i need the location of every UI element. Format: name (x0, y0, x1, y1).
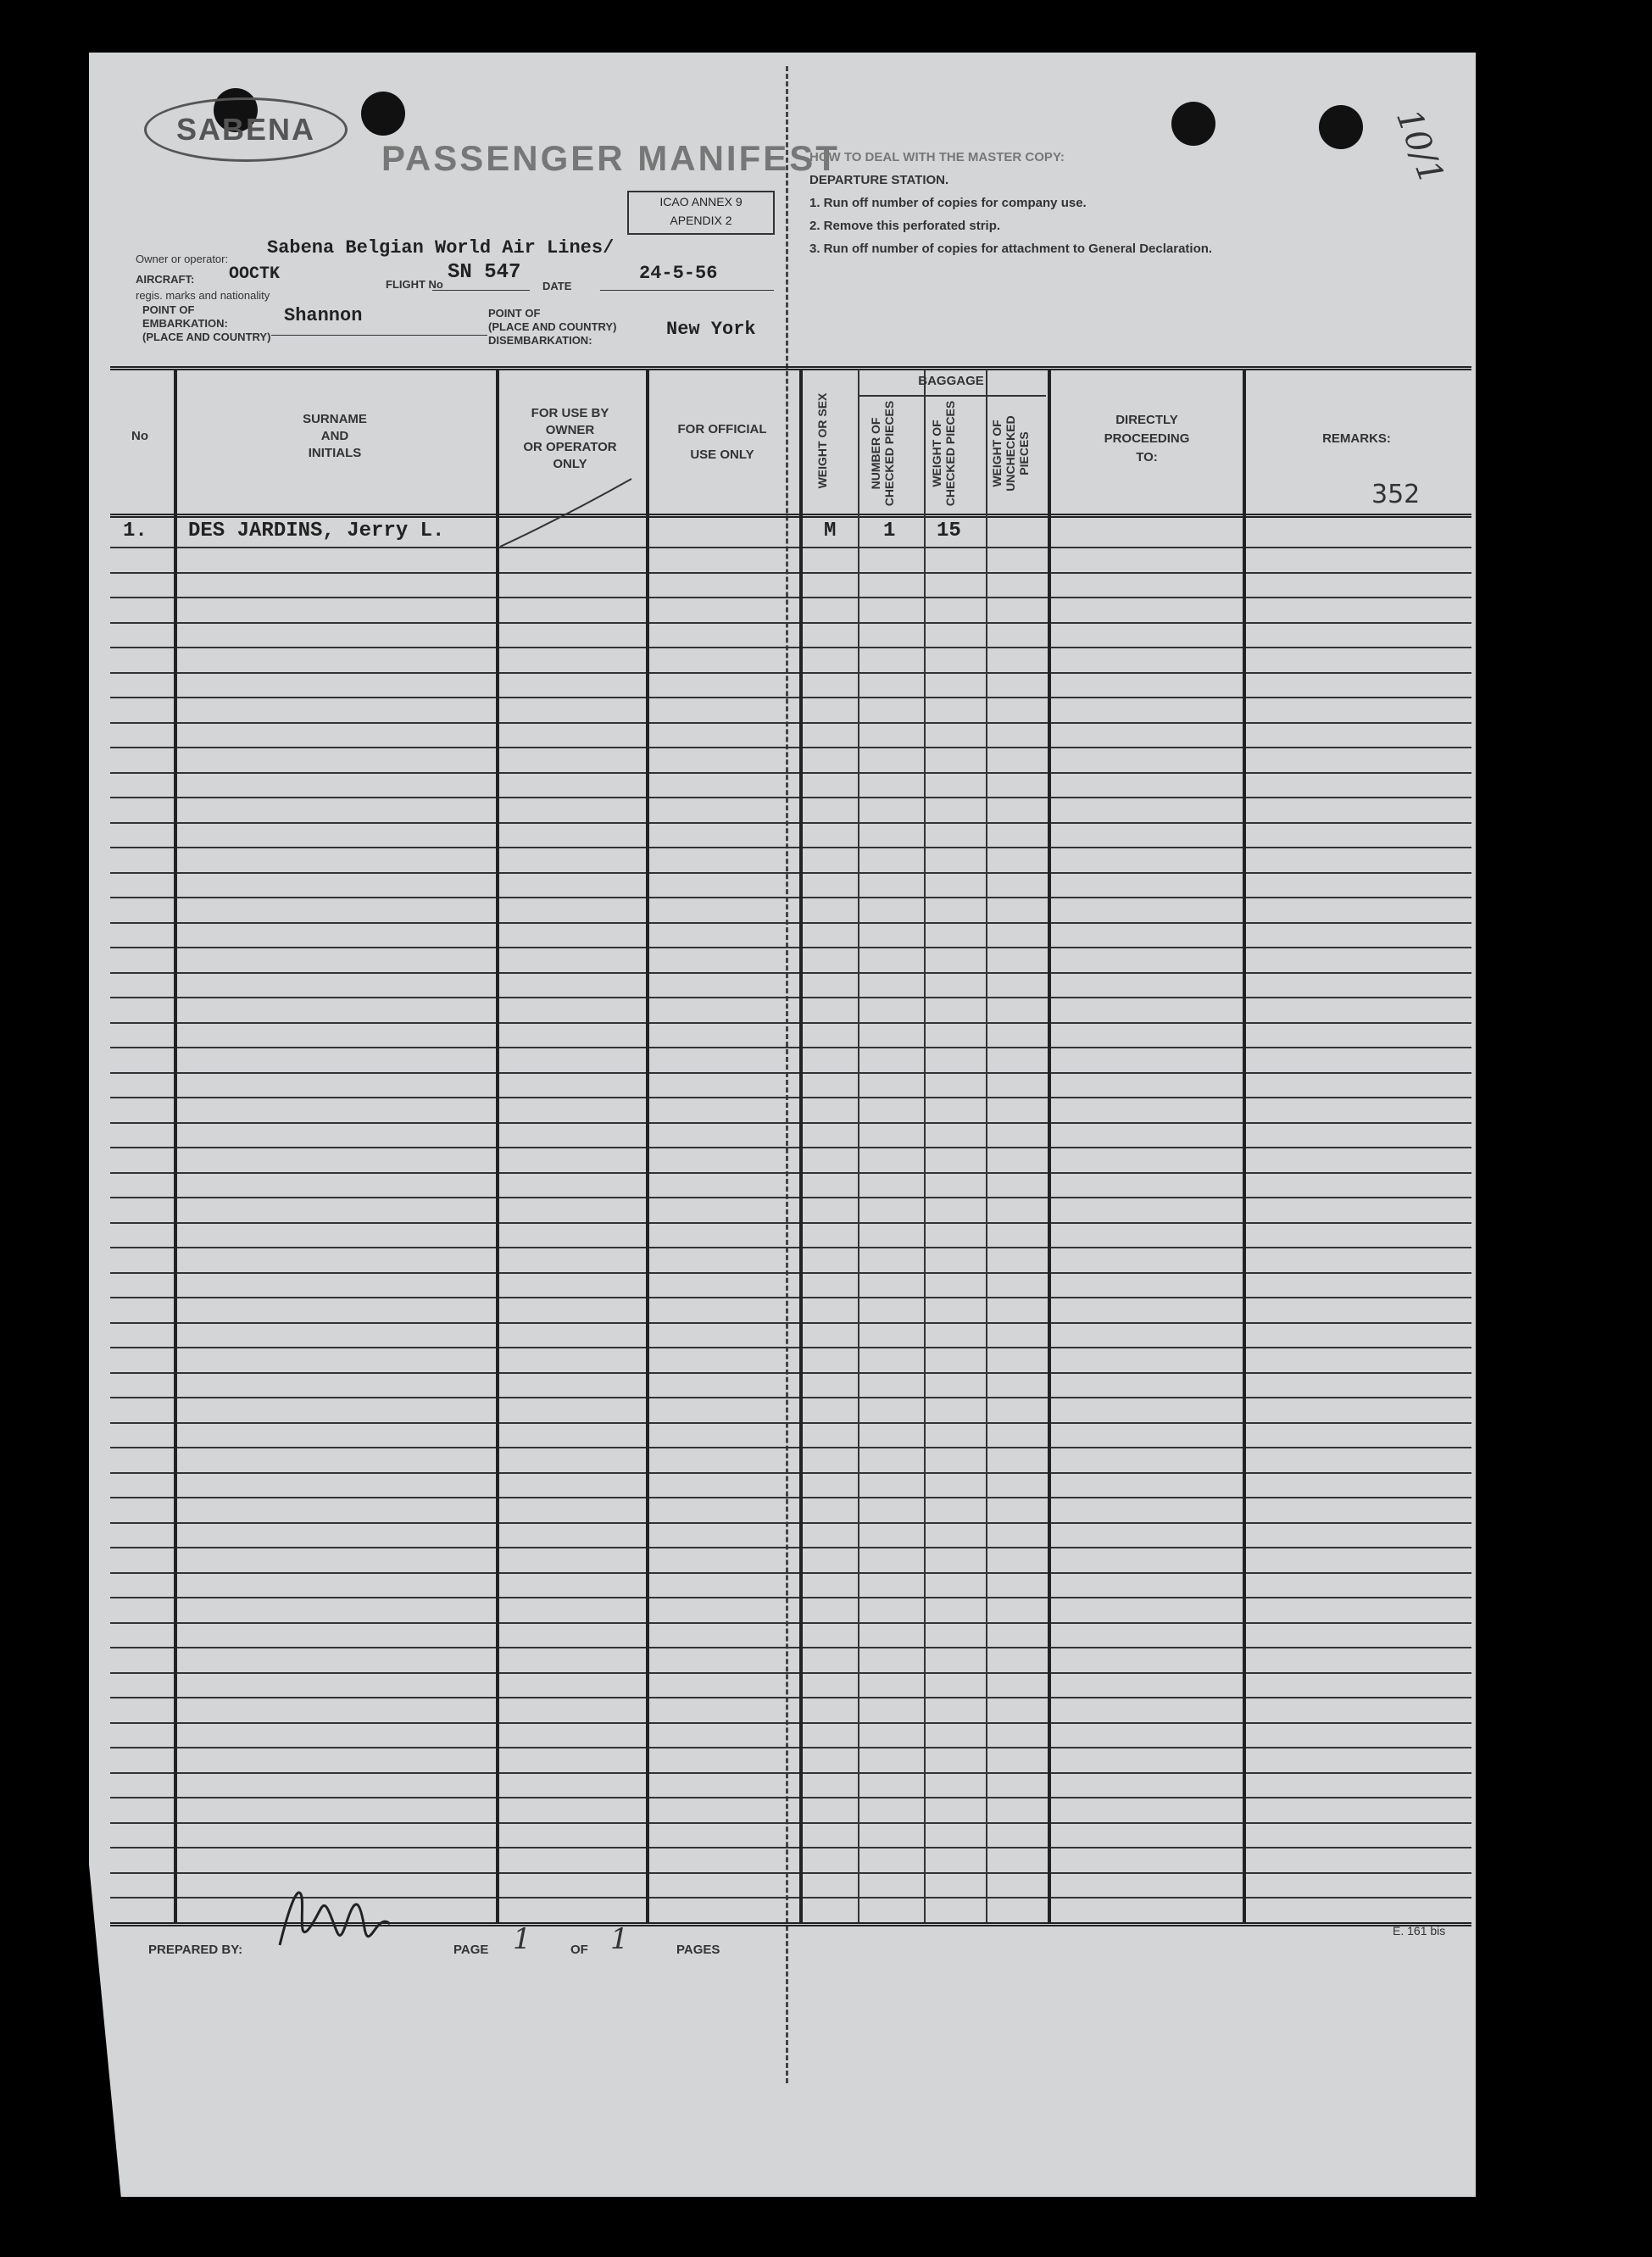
row-rule (110, 1397, 1471, 1398)
row-rule (110, 1347, 1471, 1348)
row-rule (110, 647, 1471, 648)
row-rule (110, 1222, 1471, 1224)
row-rule (110, 1522, 1471, 1524)
row-rule (110, 1372, 1471, 1374)
embarkation-label-3: (PLACE AND COUNTRY) (142, 331, 271, 343)
col-proceeding-line2: PROCEEDING (1104, 431, 1190, 446)
col-owner-line4: ONLY (553, 457, 587, 471)
row-rule (110, 1097, 1471, 1098)
table-top-rule (110, 366, 1471, 370)
form-code: E. 161 bis (1393, 1924, 1446, 1937)
col-proceeding-line1: DIRECTLY (1115, 413, 1178, 427)
sabena-logo: SABENA (144, 97, 348, 162)
embarkation-label (142, 303, 270, 344)
passenger-sex: M (824, 520, 837, 542)
of-value: 1 (610, 1922, 629, 1956)
col-surname-line1: SURNAME (303, 412, 367, 426)
disembarkation-value: New York (666, 319, 756, 340)
col-owner-header (496, 405, 644, 473)
row-rule (110, 597, 1471, 598)
col-owner-line2: OWNER (545, 423, 595, 437)
row-rule (110, 1122, 1471, 1124)
manifest-sheet (89, 53, 1476, 2197)
flight-value: SN 547 (448, 261, 521, 284)
passenger-checked-pieces: 1 (883, 520, 896, 542)
row-rule (110, 1722, 1471, 1724)
row-rule (110, 1697, 1471, 1698)
col-surname-line2: AND (320, 429, 349, 443)
row-rule (110, 1747, 1471, 1748)
embarkation-value: Shannon (284, 305, 363, 326)
header-bottom-rule (110, 514, 1471, 518)
col-unchecked-weight-header: WEIGHT OF UNCHECKED PIECES (990, 415, 1031, 492)
date-value: 24-5-56 (639, 263, 718, 284)
sheet-edge (89, 1865, 123, 2199)
row-rule (110, 722, 1471, 724)
annex-line-2: APENDIX 2 (670, 214, 732, 227)
passenger-name: DES JARDINS, Jerry L. (188, 520, 445, 542)
col-checked-number-header: NUMBER OF CHECKED PIECES (869, 400, 896, 507)
col-no-header: No (131, 429, 148, 443)
row-rule (110, 1172, 1471, 1174)
row-rule (110, 1772, 1471, 1774)
row-rule (110, 1672, 1471, 1674)
aircraft-sublabel: regis. marks and nationality (136, 289, 270, 302)
page-value: 1 (513, 1922, 531, 1956)
col-baggage-header: BAGGAGE (918, 374, 984, 388)
signature (271, 1877, 398, 1962)
col-surname-header (174, 411, 496, 462)
owner-value: Sabena Belgian World Air Lines/ (267, 237, 615, 258)
row-rule (110, 797, 1471, 798)
col-owner-line3: OR OPERATOR (523, 440, 617, 454)
column-rule (174, 370, 177, 1922)
col-official-header (646, 417, 798, 468)
column-rule (986, 370, 987, 1922)
handwritten-annotation: 10/1 (1388, 103, 1451, 190)
row-rule (110, 1547, 1471, 1548)
pages-label: PAGES (676, 1943, 720, 1957)
row-rule (110, 947, 1471, 948)
baggage-rule (858, 395, 1046, 397)
row-rule (110, 1572, 1471, 1574)
page-label: PAGE (453, 1943, 489, 1957)
row-rule (110, 1622, 1471, 1624)
col-sex-header: WEIGHT OR SEX (815, 392, 829, 489)
annex-line-1: ICAO ANNEX 9 (659, 195, 743, 208)
instructions-step-1: 1. Run off number of copies for company use. (809, 196, 1087, 210)
row-rule (110, 547, 1471, 548)
owner-label: Owner or operator: (136, 253, 229, 265)
row-rule (110, 1197, 1471, 1198)
disembarkation-label-2: (PLACE AND COUNTRY) (488, 320, 617, 333)
row-rule (110, 747, 1471, 748)
col-proceeding-header (1049, 411, 1244, 467)
column-rule (1048, 370, 1051, 1922)
prepared-by-label: PREPARED BY: (148, 1943, 243, 1957)
row-rule (110, 1422, 1471, 1424)
punch-hole (1171, 102, 1215, 146)
row-rule (110, 1247, 1471, 1248)
disembarkation-label-3: DISEMBARKATION: (488, 334, 592, 347)
date-label: DATE (542, 280, 572, 292)
column-rule (496, 370, 499, 1922)
row-rule (110, 1597, 1471, 1598)
punch-hole (361, 92, 405, 136)
row-rule (110, 997, 1471, 998)
master-copy-instructions (809, 146, 1212, 260)
column-rule (858, 370, 859, 1922)
column-rule (799, 370, 803, 1922)
col-checked-weight-header: WEIGHT OF CHECKED PIECES (930, 400, 957, 507)
instructions-step-3: 3. Run off number of copies for attachment to General Declaration. (809, 242, 1213, 256)
rule (432, 290, 530, 291)
col-official-line1: FOR OFFICIAL (677, 422, 767, 436)
row-rule (110, 772, 1471, 774)
row-rule (110, 672, 1471, 674)
row-rule (110, 697, 1471, 698)
row-rule (110, 922, 1471, 924)
row-rule (110, 1047, 1471, 1048)
of-label: OF (570, 1943, 588, 1957)
row-rule (110, 1447, 1471, 1448)
row-rule (110, 1072, 1471, 1074)
pen-stroke (496, 475, 640, 551)
passenger-no: 1. (123, 520, 147, 542)
row-rule (110, 572, 1471, 574)
col-official-line2: USE ONLY (690, 448, 754, 462)
row-rule (110, 847, 1471, 848)
form-title: PASSENGER MANIFEST (381, 138, 840, 178)
row-rule (110, 1647, 1471, 1648)
col-proceeding-line3: TO: (1136, 450, 1158, 464)
col-owner-line1: FOR USE BY (531, 406, 609, 420)
passenger-checked-weight: 15 (937, 520, 961, 542)
row-rule (110, 622, 1471, 624)
row-rule (110, 1147, 1471, 1148)
row-rule (110, 972, 1471, 974)
row-rule (110, 1797, 1471, 1798)
row-rule (110, 897, 1471, 898)
instructions-step-2: 2. Remove this perforated strip. (809, 219, 1001, 233)
row-rule (110, 1497, 1471, 1498)
row-rule (110, 1022, 1471, 1024)
aircraft-value: OOCTK (229, 264, 281, 284)
aircraft-label: AIRCRAFT: (136, 273, 195, 286)
instructions-subheading: DEPARTURE STATION. (809, 173, 949, 187)
row-rule (110, 822, 1471, 824)
row-rule (110, 1272, 1471, 1274)
row-rule (110, 1322, 1471, 1324)
remarks-number: 352 (1371, 480, 1421, 509)
punch-hole (1319, 105, 1363, 149)
column-rule (1243, 370, 1246, 1922)
rule (600, 290, 774, 291)
embarkation-label-1: POINT OF (142, 303, 195, 316)
row-rule (110, 1822, 1471, 1824)
col-remarks-header: REMARKS: (1322, 431, 1391, 446)
column-rule (924, 370, 926, 1922)
rule (271, 335, 487, 336)
row-rule (110, 1297, 1471, 1298)
col-surname-line3: INITIALS (308, 446, 362, 460)
flight-label: FLIGHT No (386, 278, 443, 291)
row-rule (110, 1872, 1471, 1874)
row-rule (110, 1847, 1471, 1848)
embarkation-label-2: EMBARKATION: (142, 317, 228, 330)
row-rule (110, 1472, 1471, 1474)
column-rule (646, 370, 649, 1922)
disembarkation-label (488, 307, 616, 347)
disembarkation-label-1: POINT OF (488, 307, 541, 320)
row-rule (110, 872, 1471, 874)
instructions-heading: HOW TO DEAL WITH THE MASTER COPY: (809, 150, 1065, 164)
annex-box (627, 191, 775, 235)
